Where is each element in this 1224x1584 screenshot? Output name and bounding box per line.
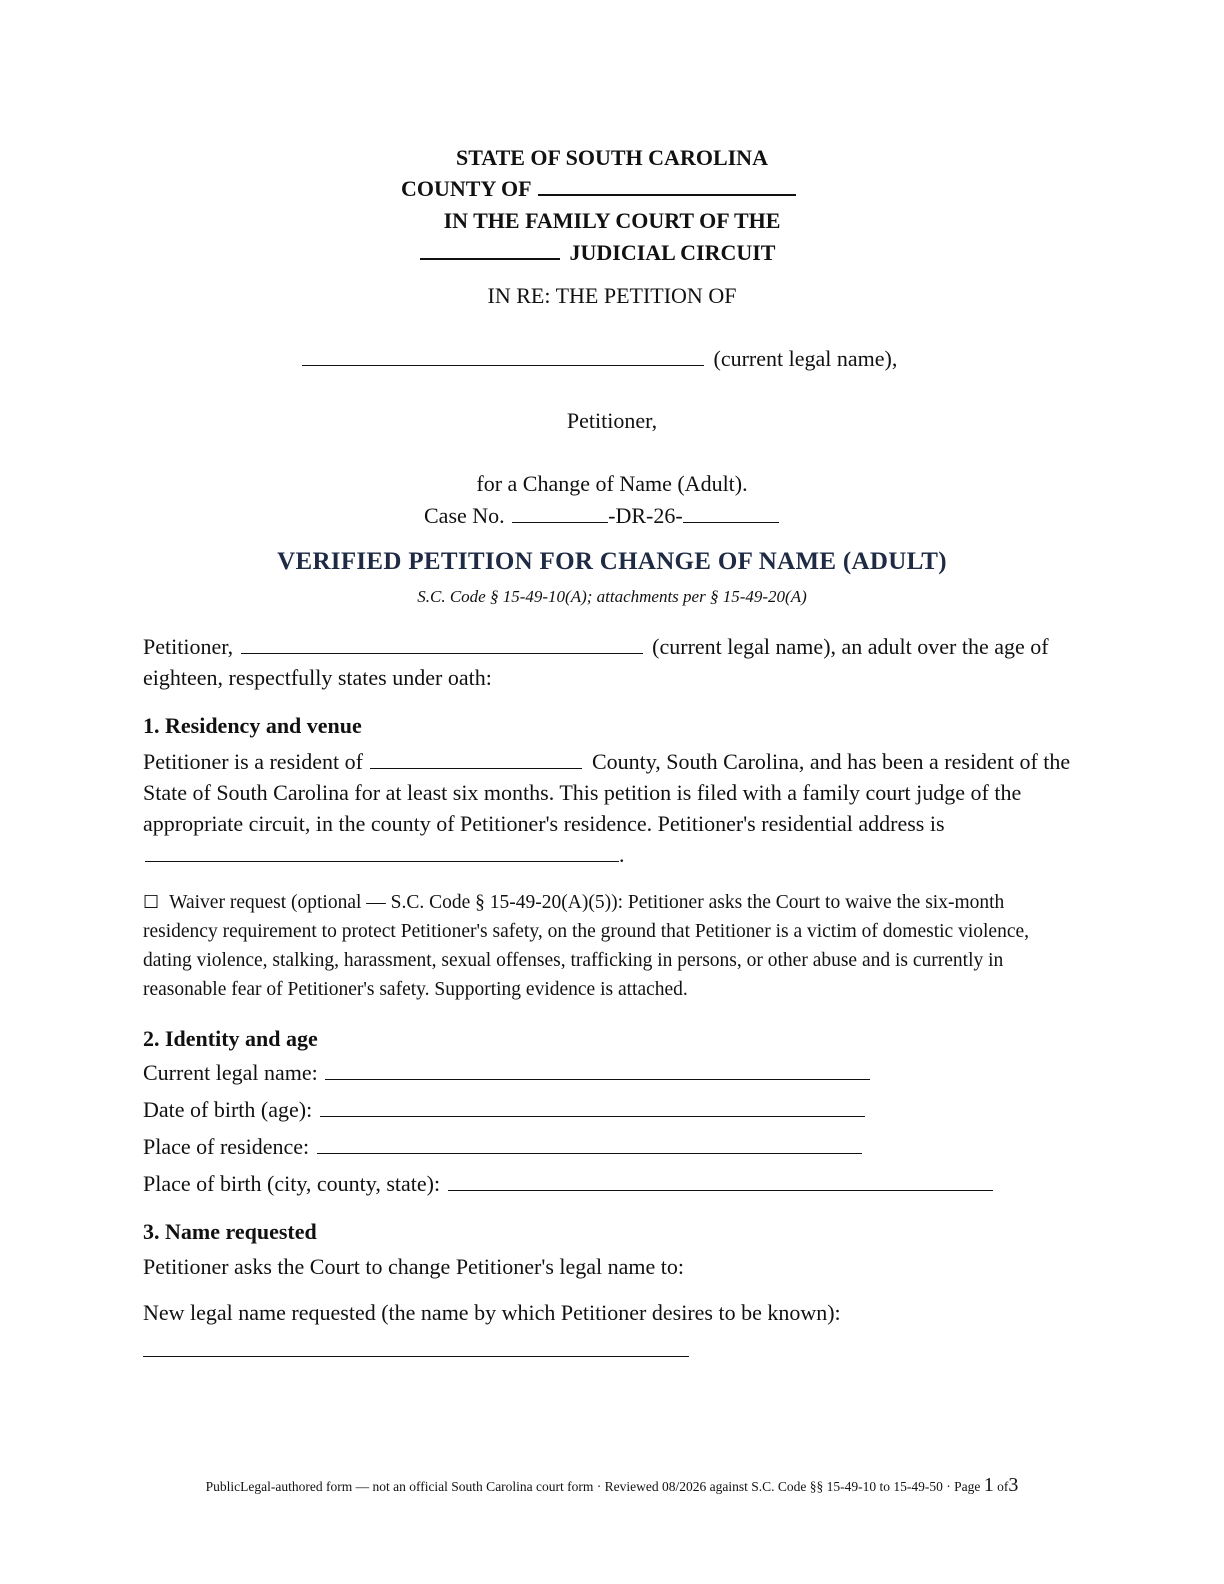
caption-state: STATE OF SOUTH CAROLINA (456, 145, 768, 170)
section-3-heading: 3. Name requested (143, 1219, 317, 1244)
intro-prefix: Petitioner, (143, 634, 234, 659)
case-no-middle: -DR-26- (608, 503, 683, 528)
current-name-blank[interactable] (302, 364, 704, 366)
field-label: Date of birth (age): (143, 1097, 313, 1122)
field-label: Place of residence: (143, 1134, 310, 1159)
field-label: Place of birth (city, county, state): (143, 1171, 441, 1196)
in-re-line: IN RE: THE PETITION OF (487, 283, 737, 308)
current-name-suffix: (current legal name), (713, 346, 898, 371)
county-label: COUNTY OF (401, 176, 531, 201)
residency-paragraph (143, 746, 1078, 870)
new-name-blank[interactable] (143, 1334, 689, 1357)
current-name-line (302, 346, 897, 372)
caption-county (401, 176, 800, 202)
county-residence-blank[interactable] (370, 767, 582, 769)
field-place-of-residence (143, 1134, 866, 1160)
county-blank[interactable] (538, 193, 796, 196)
waiver-text: Waiver request (optional — S.C. Code § 15-49-20(A)(5)): Petitioner asks the Court to waive the six-month residency requirement to protect Petitioner's safety, on the ground that Petitioner is a victim of domestic violence, dating violence, stalking, harassment, sexual offenses, trafficking in persons, or other abuse and is currently in reasonable fear of Petitioner's safety. Supporting evidence is attached. (143, 892, 1030, 1000)
name-request-text: Petitioner asks the Court to change Petitioner's legal name to: (143, 1254, 685, 1279)
field-date-of-birth (143, 1097, 869, 1123)
field-place-of-birth (143, 1171, 997, 1197)
page-of: of (997, 1479, 1009, 1494)
circuit-label: JUDICIAL CIRCUIT (569, 240, 776, 265)
caption-court: IN THE FAMILY COURT OF THE (443, 208, 781, 233)
document-title: VERIFIED PETITION FOR CHANGE OF NAME (ADULT) (277, 548, 947, 575)
footer-text: PublicLegal-authored form — not an official South Carolina court form · Reviewed 08/2026 against S.C. Code §§ 15-49-10 to 15-49-50 · Page (205, 1479, 981, 1494)
residency-end: . (619, 842, 625, 867)
document-subtitle: S.C. Code § 15-49-10(A); attachments per § 15-49-20(A) (417, 587, 807, 606)
page-total: 3 (1008, 1474, 1019, 1496)
date-of-birth-blank[interactable] (320, 1115, 865, 1117)
case-number-line (424, 503, 783, 529)
current-legal-name-blank[interactable] (325, 1078, 870, 1080)
field-current-legal-name (143, 1060, 874, 1086)
caption-circuit (420, 240, 775, 266)
case-no-label: Case No. (424, 503, 505, 528)
intro-paragraph (143, 631, 1078, 693)
for-change-line: for a Change of Name (Adult). (476, 471, 748, 496)
waiver-checkbox[interactable]: ☐ (143, 892, 160, 913)
waiver-paragraph (143, 888, 1078, 1004)
page-number: 1 (983, 1474, 994, 1496)
place-of-birth-blank[interactable] (448, 1189, 993, 1191)
address-blank[interactable] (145, 860, 619, 862)
intro-name-blank[interactable] (241, 652, 643, 654)
section-1-heading: 1. Residency and venue (143, 713, 362, 738)
new-name-label: New legal name requested (the name by which Petitioner desires to be known): (143, 1300, 841, 1325)
case-no-blank-1[interactable] (512, 521, 608, 523)
circuit-blank[interactable] (420, 257, 560, 260)
residency-text-b: County, South Carolina, and has been a resident of the State of South Carolina for at least six months. This petition is filed with a family court judge of the appropriate circuit, in the county of Petitioner's residence. Petitioner's residential address is (143, 749, 1071, 836)
petitioner-label: Petitioner, (566, 408, 658, 433)
page-footer (0, 1474, 1224, 1497)
place-of-residence-blank[interactable] (317, 1152, 862, 1154)
section-2-heading: 2. Identity and age (143, 1026, 318, 1051)
residency-text-a: Petitioner is a resident of (143, 749, 363, 774)
intro-suffix: (current legal name), an adult over the age of eighteen, respectfully states under oath: (143, 634, 1049, 690)
case-no-blank-2[interactable] (683, 521, 779, 523)
field-label: Current legal name: (143, 1060, 318, 1085)
